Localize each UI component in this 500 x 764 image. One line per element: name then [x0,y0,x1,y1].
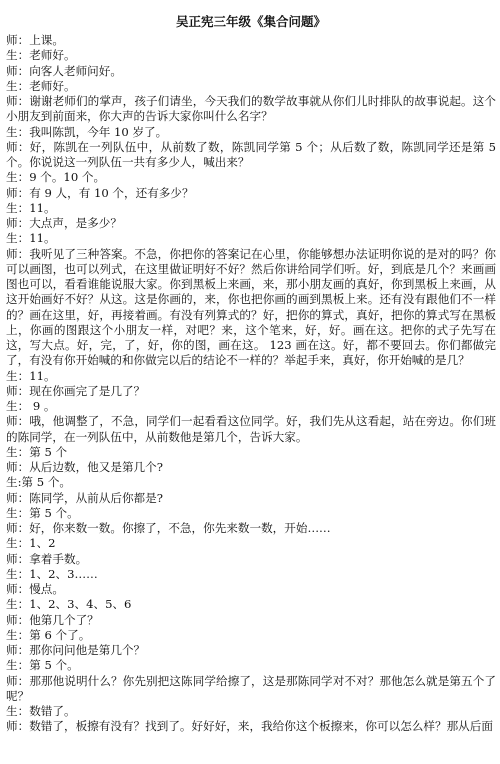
dialogue-line: 生：1、2 [6,536,56,551]
dialogue-line: 师：谢谢老师们的掌声，孩子们请坐，今天我们的数学故事就从你们儿时排队的故事说起。这个小朋友到前面来，你大声的告诉大家你叫什么名字？ [6,94,496,124]
dialogue-line: 生：第 6 个了。 [6,627,91,642]
dialogue-line: 师：慢点。 [6,582,64,596]
dialogue-line: 师：数错了，板擦有没有？找到了。好好好，来，我给你这个板擦来，你可以怎么样？那从后面 [6,719,493,734]
dialogue-line: 生：第 5 个 [6,444,68,459]
dialogue-line: 师：向客人老师问好。 [6,63,122,78]
dialogue-line: 生：1、2、3…… [6,566,98,581]
dialogue-line: 生：9 个。10 个。 [6,170,106,185]
dialogue-line: 生： 9 。 [6,399,56,413]
dialogue-line: 生：数错了。 [6,704,76,718]
dialogue-line: 师：好，你来数一数。你擦了，不急，你先来数一数，开始…… [6,521,331,535]
dialogue-line: 师：有 9 人，有 10 个，还有多少？ [6,185,194,200]
dialogue-line: 师：他第几个了？ [6,612,99,627]
dialogue-line: 生：我叫陈凯，今年 10 岁了。 [6,124,168,139]
dialogue-line: 师：哦，他调整了，不急，同学们一起看看这位同学。好，我们先从这看起，站在旁边。你们班的陈同学，在一列队伍中，从前数他是第几个，告诉大家。 [6,414,496,444]
dialogue-line: 师：我听见了三种答案。不急，你把你的答案记在心里，你能够想办法证明你说的是对的吗？你可以画图，也可以列式，在这里做证明好不好？然后你讲给同学们听。好，到底是几个？来画画图也可以，看看谁能说服大家。你到黑板上来画，来，那小朋友画的真好，你到黑板上来画，从这开始画好不好？从这。这是你画的，来，你也把你画的画到黑板上来。还有没有跟他们不一样的？画在这里，好，再接着画。有没有列算式的？好，把你的算式，真好，把你的算式写在黑板上，你画的图跟这个小朋友一样，对吧？来，这个笔来，好，好。画在这。把你的式子先写在这，写大点。好，完，了，好，你的图，画在这。 123 画在这。好，都不要回去。你们都做完了，有没有你开始喊的和你做完以后的结论不一样的？举起手来，真好，你开始喊的是几？ [6,246,496,368]
dialogue-line: 师：现在你画完了是几了？ [6,383,146,398]
dialogue-line: 生：11。 [6,368,56,383]
dialogue-line: 师：那你问问他是第几个？ [6,643,146,657]
dialogue-line: 生：第 5 个。 [6,658,79,673]
document-page [6,14,496,735]
dialogue-line: 师：陈同学，从前从后你都是? [6,490,163,505]
dialogue-line: 师：拿着手数。 [6,551,88,566]
dialogue-line: 生：老师好。 [6,78,76,93]
dialogue-line: 师：大点声，是多少？ [6,216,122,230]
document-title: 吴正宪三年级《集合问题》 [175,14,326,29]
dialogue-line: 生：老师好。 [6,48,76,63]
dialogue-line: 师：从后边数，他又是第几个? [6,460,163,474]
dialogue-line: 生:第 5 个。 [6,475,72,490]
dialogue-line: 生：第 5 个。 [6,505,79,520]
dialogue-line: 生：1、2、3、4、5、6 [6,597,132,612]
dialogue-line: 生：11。 [6,231,56,246]
dialogue-line: 师：那那他说明什么？你先别把这陈同学给擦了，这是那陈同学对不对？那他怎么就是第五个了呢？ [6,673,496,703]
dialogue-line: 生：11。 [6,200,56,215]
dialogue-line: 师：好，陈凯在一列队伍中，从前数了数，陈凯同学第 5 个；从后数了数，陈凯同学还是第 5 个。你说说这一列队伍一共有多少人，喊出来？ [6,139,496,169]
dialogue-line: 师：上课。 [6,33,64,47]
